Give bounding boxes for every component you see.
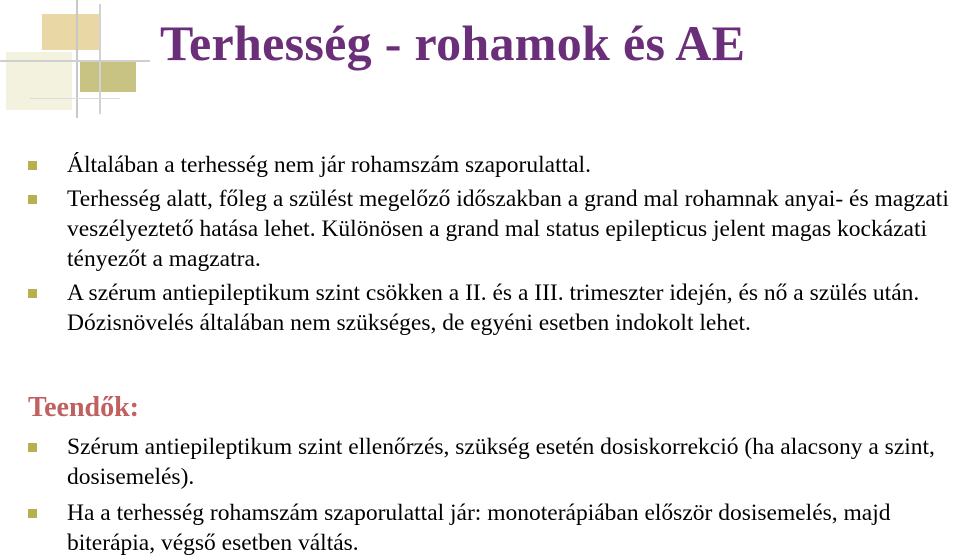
list-item xyxy=(0,278,957,338)
list-item xyxy=(0,184,957,274)
list-item xyxy=(0,150,957,180)
list-item xyxy=(0,498,957,558)
decor-square-olive xyxy=(80,62,136,92)
todo-bullet-list xyxy=(0,432,957,558)
slide-title: Terhesség - rohamok és AE xyxy=(160,15,746,71)
decor-square-gold xyxy=(42,14,100,50)
square-bullet-icon xyxy=(28,195,37,204)
square-bullet-icon xyxy=(28,509,37,518)
corner-decoration xyxy=(0,0,160,125)
square-bullet-icon xyxy=(28,161,37,170)
bullet-text: Terhesség alatt, főleg a szülést megelőző időszakban a grand mal rohamnak anyai- és magzati veszélyeztető hatása lehet. Különösen a grand mal status epilepticus jelent magas kockázati tényezőt a magzatra. xyxy=(67,186,949,272)
todo-heading: Teendők: xyxy=(28,392,140,423)
bullet-text: A szérum antiepileptikum szint csökken a II. és a III. trimeszter idején, és nő a szülés után. Dózisnövelés általában nem szükséges, de egyéni esetben indokolt lehet. xyxy=(67,280,920,336)
bullet-text: Általában a terhesség nem jár rohamszám szaporulattal. xyxy=(67,152,591,178)
decor-line xyxy=(76,0,78,118)
square-bullet-icon xyxy=(28,443,37,452)
bullet-text: Szérum antiepileptikum szint ellenőrzés, szükség esetén dosiskorrekció (ha alacsony a szint, dosisemelés). xyxy=(67,434,935,490)
main-bullet-list xyxy=(0,150,957,338)
list-item xyxy=(0,432,957,492)
square-bullet-icon xyxy=(28,289,37,298)
bullet-text: Ha a terhesség rohamszám szaporulattal jár: monoterápiában először dosisemelés, majd biterápia, végső esetben váltás. xyxy=(67,500,891,556)
decor-line xyxy=(0,60,150,62)
decor-line xyxy=(30,98,120,99)
